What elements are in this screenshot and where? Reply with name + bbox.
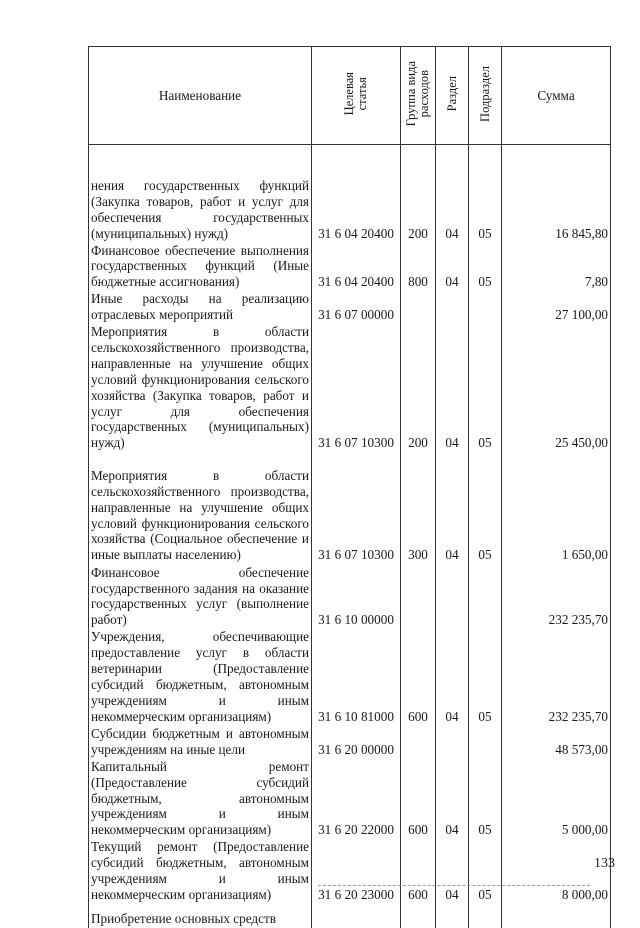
row-name: Финансовое обеспечение государственного задания на оказание государственных услуг (выполнение работ) (89, 564, 312, 629)
row-subsection (469, 726, 502, 759)
row-subsection: 05 (469, 243, 502, 292)
row-subsection: 05 (469, 839, 502, 904)
row-group: 200 (401, 145, 436, 243)
table-row (89, 291, 611, 324)
row-sum: 232 235,70 (502, 629, 611, 725)
row-group (401, 904, 436, 928)
row-target: 31 6 07 10300 (312, 324, 401, 452)
row-group (401, 291, 436, 324)
row-section (436, 291, 469, 324)
row-section: 04 (436, 145, 469, 243)
row-section: 04 (436, 629, 469, 725)
row-section: 04 (436, 452, 469, 564)
row-target: 31 6 04 20400 (312, 243, 401, 292)
row-sum: 25 450,00 (502, 324, 611, 452)
row-subsection: 05 (469, 145, 502, 243)
row-target (312, 904, 401, 928)
row-target: 31 6 20 22000 (312, 759, 401, 840)
header-sum: Сумма (502, 47, 611, 145)
header-subsection: Подраздел (469, 47, 502, 145)
row-group: 200 (401, 324, 436, 452)
table-row (89, 904, 611, 928)
table-row (89, 324, 611, 452)
budget-table (88, 46, 611, 928)
row-target: 31 6 20 23000 (312, 839, 401, 904)
row-name: Мероприятия в области сельскохозяйственного производства, направленные на улучшение общих условий функционирования сельского хозяйства (Закупка товаров, работ и услуг для обеспечения государственных (муниципальных) нужд) (89, 324, 312, 452)
row-sum: 5 000,00 (502, 759, 611, 840)
row-section: 04 (436, 839, 469, 904)
row-target: 31 6 07 00000 (312, 291, 401, 324)
row-group (401, 726, 436, 759)
footer-rule (318, 885, 590, 886)
table-row (89, 243, 611, 292)
row-subsection: 05 (469, 759, 502, 840)
row-section (436, 726, 469, 759)
row-section: 04 (436, 243, 469, 292)
row-subsection (469, 291, 502, 324)
row-target: 31 6 10 81000 (312, 629, 401, 725)
row-name: Учреждения, обеспечивающие предоставление услуг в области ветеринарии (Предоставление субсидий бюджетным, автономным учреждениям и иным некоммерческим организациям) (89, 629, 312, 725)
table-row (89, 629, 611, 725)
row-sum (502, 904, 611, 928)
row-sum: 8 000,00 (502, 839, 611, 904)
row-name: Приобретение основных средств (89, 904, 312, 928)
row-name: Капитальный ремонт (Предоставление субсидий бюджетным, автономным учреждениям и иным некоммерческим организациям) (89, 759, 312, 840)
row-name: Иные расходы на реализацию отраслевых мероприятий (89, 291, 312, 324)
row-target: 31 6 20 00000 (312, 726, 401, 759)
row-name: Мероприятия в области сельскохозяйственного производства, направленные на улучшение общих условий функционирования сельского хозяйства (Социальное обеспечение и иные выплаты населению) (89, 452, 312, 564)
row-sum: 1 650,00 (502, 452, 611, 564)
row-section (436, 904, 469, 928)
row-name: Субсидии бюджетным и автономным учреждениям на иные цели (89, 726, 312, 759)
row-section: 04 (436, 759, 469, 840)
table-row (89, 564, 611, 629)
row-name: нения государственных функций (Закупка товаров, работ и услуг для обеспечения государственных (муниципальных) нужд) (89, 145, 312, 243)
table-header-row (89, 47, 611, 145)
row-group: 600 (401, 759, 436, 840)
header-section: Раздел (436, 47, 469, 145)
row-subsection (469, 904, 502, 928)
row-sum: 232 235,70 (502, 564, 611, 629)
row-group: 800 (401, 243, 436, 292)
row-name: Текущий ремонт (Предоставление субсидий бюджетным, автономным учреждениям и иным некоммерческим организациям) (89, 839, 312, 904)
row-target: 31 6 04 20400 (312, 145, 401, 243)
header-name: Наименование (89, 47, 312, 145)
row-sum: 16 845,80 (502, 145, 611, 243)
row-target: 31 6 07 10300 (312, 452, 401, 564)
page-number: 133 (594, 856, 615, 871)
table-row (89, 452, 611, 564)
table-row (89, 726, 611, 759)
row-group: 300 (401, 452, 436, 564)
table-row (89, 759, 611, 840)
row-subsection: 05 (469, 324, 502, 452)
row-section (436, 564, 469, 629)
row-group: 600 (401, 839, 436, 904)
row-name: Финансовое обеспечение выполнения государственных функций (Иные бюджетные ассигнования) (89, 243, 312, 292)
row-sum: 27 100,00 (502, 291, 611, 324)
header-group: Группа вида расходов (401, 47, 436, 145)
row-subsection: 05 (469, 629, 502, 725)
row-subsection: 05 (469, 452, 502, 564)
row-section: 04 (436, 324, 469, 452)
row-sum: 7,80 (502, 243, 611, 292)
row-sum: 48 573,00 (502, 726, 611, 759)
table-row (89, 145, 611, 243)
row-group: 600 (401, 629, 436, 725)
row-group (401, 564, 436, 629)
header-target: Целевая статья (312, 47, 401, 145)
row-subsection (469, 564, 502, 629)
row-target: 31 6 10 00000 (312, 564, 401, 629)
table-row (89, 839, 611, 904)
